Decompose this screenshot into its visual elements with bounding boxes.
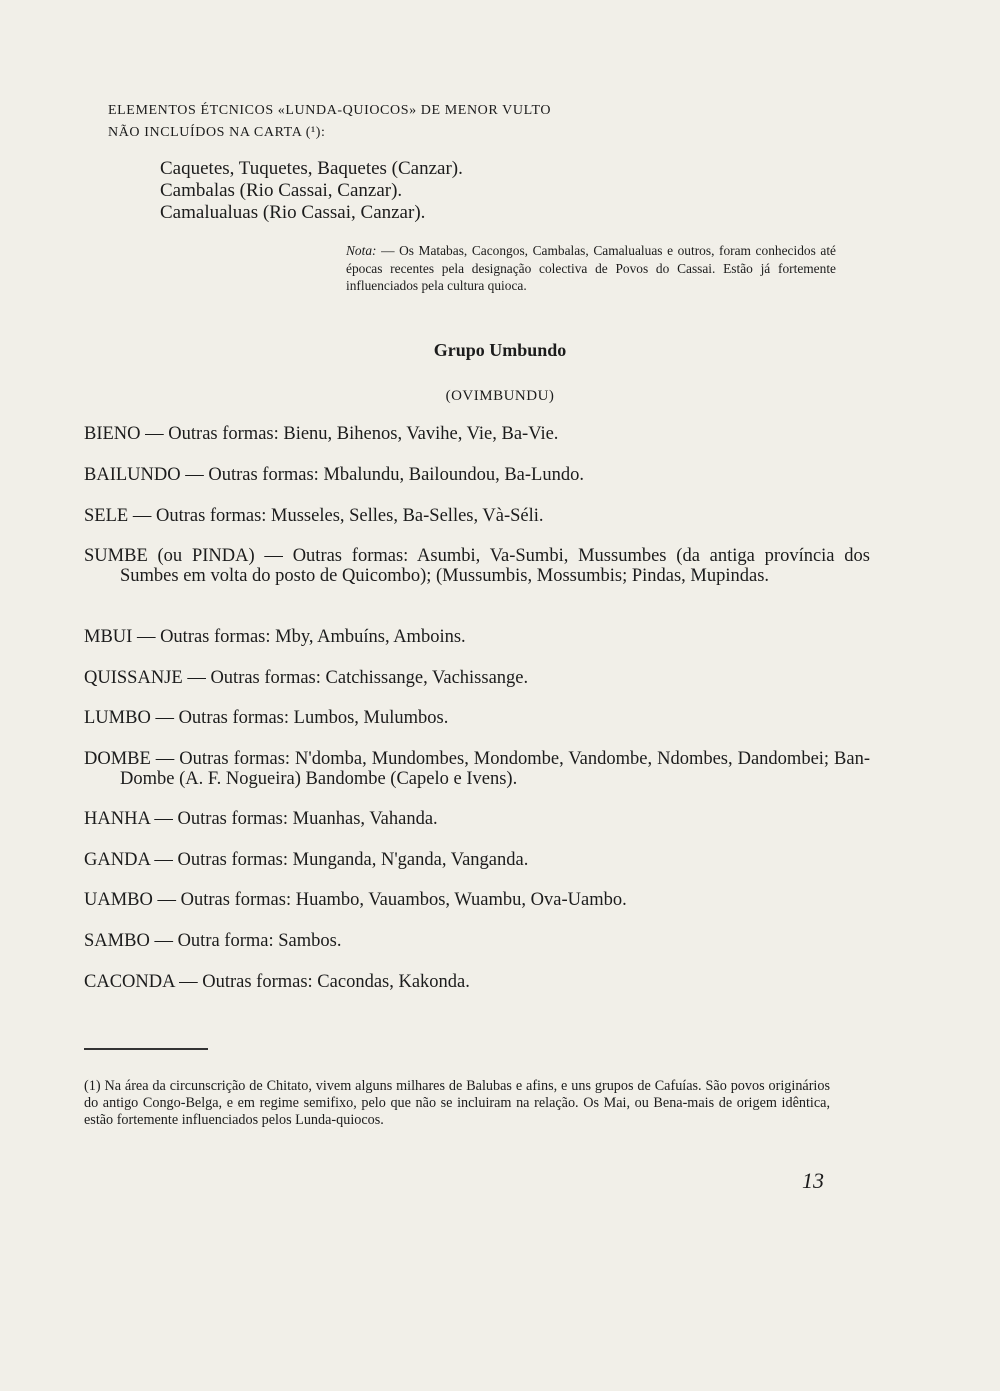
- entry-bieno: [84, 424, 870, 444]
- entry-text: — Outras formas: Bienu, Bihenos, Vavihe, Vie, Ba-Vie.: [140, 424, 559, 444]
- nota-text: — Os Matabas, Cacongos, Cambalas, Camalualuas e outros, foram conhecidos até épocas recentes pela designação colectiva de Povos do Cassai. Estão já fortemente influenciados pela cultura quioca.: [346, 243, 836, 293]
- entry-bailundo: [84, 465, 870, 485]
- entry-text: — Outras formas: Asumbi, Va-Sumbi, Mussumbes (da antiga província dos Sumbes em volta do posto de Quicombo); (Mussumbis, Mossumbis; Pindas, Mupindas.: [120, 546, 870, 586]
- entry-text: — Outras formas: Muanhas, Vahanda.: [149, 809, 438, 829]
- entry-uambo: [84, 890, 870, 910]
- intro-item: Cambalas (Rio Cassai, Canzar).: [160, 180, 403, 201]
- entry-text: — Outras formas: Catchissange, Vachissange.: [182, 668, 529, 688]
- page-number: 13: [802, 1168, 824, 1193]
- entry-lumbo: [84, 708, 870, 728]
- entry-name: SAMBO: [84, 931, 150, 951]
- entry-text: — Outras formas: Musseles, Selles, Ba-Selles, Và-Séli.: [128, 506, 544, 526]
- section-heading: [108, 100, 668, 144]
- entry-name: UAMBO: [84, 890, 153, 910]
- entry-text: — Outras formas: Lumbos, Mulumbos.: [150, 708, 449, 728]
- entry-name: HANHA: [84, 809, 150, 829]
- entry-name: GANDA: [84, 850, 150, 870]
- entry-dombe: [84, 749, 870, 789]
- entry-sele: [84, 506, 870, 526]
- entry-text: — Outras formas: Mbalundu, Bailoundou, Ba-Lundo.: [180, 465, 584, 485]
- entry-caconda: [84, 972, 870, 992]
- footnote: (1) Na área da circunscrição de Chitato, vivem alguns milhares de Balubas e afins, e uns grupos de Cafuías. São povos originários do antigo Congo-Belga, e em regime semifixo, pelo que não se incluiram na relação. Os Mai, ou Bena-mais de origem idêntica, estão fortemente influenciados pelos Lunda-quiocos.: [84, 1078, 830, 1128]
- entry-text: — Outra forma: Sambos.: [149, 931, 342, 951]
- entry-text: — Outras formas: Mby, Ambuíns, Amboins.: [132, 627, 466, 647]
- nota-paragraph: [346, 242, 836, 295]
- entry-name: LUMBO: [84, 708, 151, 728]
- intro-list: [160, 158, 463, 224]
- entry-hanha: [84, 809, 870, 829]
- entry-name: SELE: [84, 506, 129, 526]
- heading-line-1: ELEMENTOS ÉTCNICOS «LUNDA-QUIOCOS» DE MENOR VULTO: [108, 103, 552, 118]
- entry-text: — Outras formas: Munganda, N'ganda, Vanganda.: [149, 850, 529, 870]
- heading-line-2: NÃO INCLUÍDOS NA CARTA (¹):: [108, 125, 326, 140]
- footnote-divider: [84, 1048, 208, 1050]
- entry-name: BIENO: [84, 424, 141, 444]
- entry-ganda: [84, 850, 870, 870]
- entry-name: QUISSANJE: [84, 668, 183, 688]
- intro-item: Caquetes, Tuquetes, Baquetes (Canzar).: [160, 158, 463, 179]
- entry-name: MBUI: [84, 627, 133, 647]
- nota-lead: Nota:: [346, 243, 377, 258]
- entry-text: — Outras formas: Cacondas, Kakonda.: [174, 972, 470, 992]
- entry-name: DOMBE: [84, 749, 151, 769]
- entry-name: SUMBE (ou PINDA): [84, 546, 255, 566]
- group-title: Grupo Umbundo: [433, 340, 567, 360]
- intro-item: Camalualuas (Rio Cassai, Canzar).: [160, 202, 426, 223]
- entry-sambo: [84, 931, 870, 951]
- entry-quissanje: [84, 668, 870, 688]
- entry-text: — Outras formas: Huambo, Vauambos, Wuambu, Ova-Uambo.: [152, 890, 627, 910]
- entry-sumbe: [84, 546, 870, 586]
- entry-name: BAILUNDO: [84, 465, 181, 485]
- group-subtitle: (OVIMBUNDU): [445, 388, 555, 404]
- entry-mbui: [84, 627, 870, 647]
- entry-name: CACONDA: [84, 972, 175, 992]
- entry-text: — Outras formas: N'domba, Mundombes, Mondombe, Vandombe, Ndombes, Dandombei; Ban-Dombe (A. F. Nogueira) Bandombe (Capelo e Ivens).: [120, 749, 870, 789]
